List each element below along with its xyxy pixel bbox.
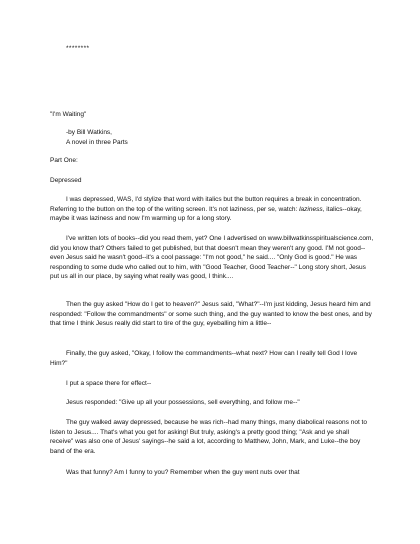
section-heading: Depressed — [50, 177, 82, 184]
byline: -by Bill Watkins, — [66, 129, 112, 136]
paragraph-5: I put a space there for effect-- — [66, 380, 152, 387]
subtitle: A novel in three Parts — [66, 139, 128, 146]
italic-word: laziness — [299, 205, 323, 213]
paragraph-3: Then the guy asked "How do I get to heaven?" Jesus said, "What?"--I'm just kidding, Jesus heard him and responded: "Follow the commandments" or some such thing, and the guy wanted to know the best ones, and by that time I think Jesus really did start to tire of the guy, eyeballing him a little-- — [50, 301, 372, 328]
paragraph-2: I've written lots of books--did you read them, yet? One I advertised on www.billwatkinsspiritualscience.com, did you know that? Others failed to get published, but that doesn't mean they weren't any good. I'M not good--even Jesus said he wasn't good--it's a cool passage: "I'm not good," he said.... "Only God is good." He was responding to some dude who called out to him, with "Good Teacher, Good Teacher--" Long story short, Jesus put us all in our place, by saying what really was good, I think.... — [50, 235, 374, 281]
part-heading: Part One: — [50, 157, 78, 164]
book-title: "I'm Waiting" — [50, 111, 87, 118]
section-separator: ******** — [66, 45, 90, 52]
paragraph-8: Was that funny? Am I funny to you? Remember when the guy went nuts over that — [66, 469, 300, 476]
paragraph-7: The guy walked away depressed, because he was rich--had many things, many diabolical reasons not to listen to Jesus.... That's what you get for asking! But truly, asking's a pretty good thing; "Ask and ye shall receive" was also one of Jesus' sayings--he said a lot, according to Matthew, John, Mark, and Luke--the boy band of the era. — [50, 419, 367, 455]
paragraph-6: Jesus responded: "Give up all your possessions, sell everything, and follow me--" — [66, 399, 300, 406]
paragraph-4: Finally, the guy asked, "Okay, I follow the commandments--what next? How can I really tell God I love Him?" — [50, 350, 358, 367]
paragraph-1: I was depressed, WAS, I'd stylize that word with italics but the button requires a break in concentration. Referring to the button on the top of the writing screen. It's not laziness, per se, watch: laziness, italics--okay, maybe it was laziness and now I'm warming up for a long story. — [50, 196, 362, 223]
